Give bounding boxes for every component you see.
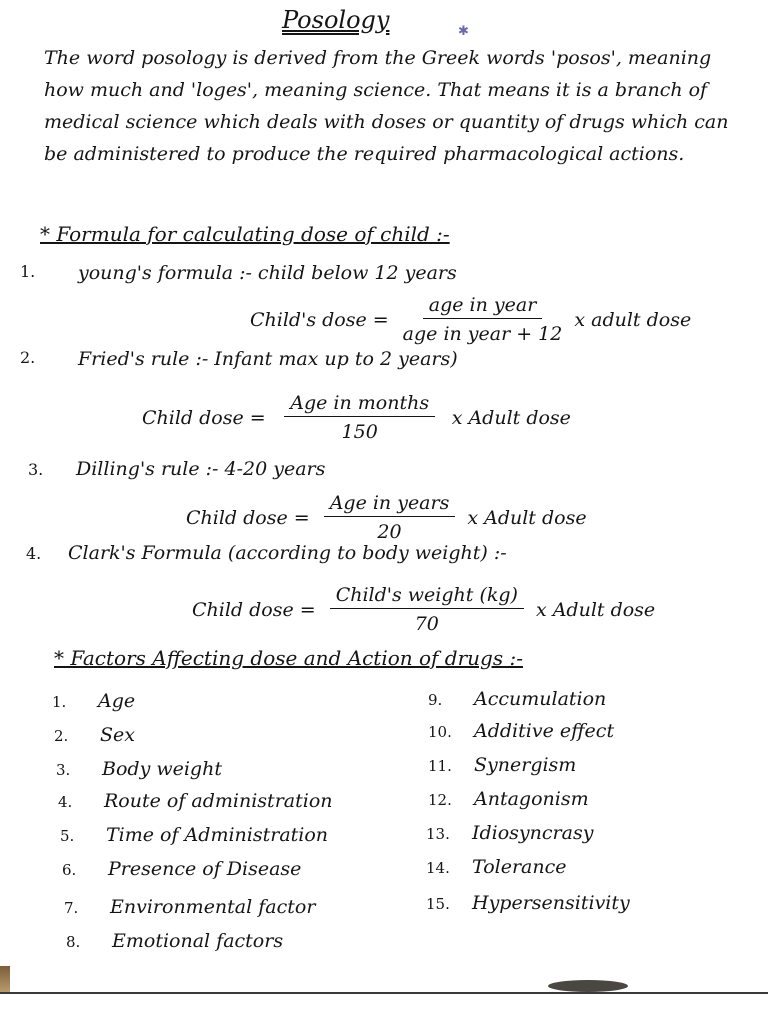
factor-number: 13. — [426, 825, 450, 843]
factor-text: Environmental factor — [110, 896, 316, 918]
fraction — [280, 392, 440, 443]
factor-text: Synergism — [474, 754, 577, 776]
factor-item — [52, 690, 135, 712]
factor-text: Idiosyncrasy — [472, 822, 594, 844]
factor-item — [56, 758, 222, 780]
factor-item — [428, 754, 576, 776]
fraction-denominator: 70 — [414, 613, 439, 635]
page-title: Posology — [282, 6, 390, 34]
factor-item — [62, 858, 301, 880]
formula-equation — [142, 392, 571, 443]
factor-item — [428, 688, 606, 710]
formula-title: young's formula :- child below 12 years — [78, 262, 457, 284]
factor-text: Tolerance — [472, 856, 567, 878]
formula-rhs: x Adult dose — [535, 598, 656, 621]
page-bottom-edge — [0, 992, 768, 994]
factor-number: 15. — [426, 895, 450, 913]
factor-number: 1. — [52, 693, 67, 711]
factor-number: 12. — [428, 791, 452, 809]
factor-number: 6. — [62, 861, 77, 879]
formula-title: Dilling's rule :- 4-20 years — [76, 458, 326, 480]
factor-text: Hypersensitivity — [472, 892, 630, 914]
formula-equation — [186, 492, 587, 543]
fraction — [403, 294, 563, 345]
formula-equation — [250, 294, 691, 345]
formula-lhs: Child dose = — [142, 406, 266, 429]
factor-number: 8. — [66, 933, 81, 951]
factor-item — [66, 930, 283, 952]
formula-lhs: Child dose = — [192, 598, 316, 621]
fraction-denominator: 20 — [377, 521, 402, 543]
fraction-numerator: Child's weight (kg) — [330, 584, 524, 609]
formula-equation — [192, 584, 655, 635]
factor-text: Time of Administration — [106, 824, 329, 846]
factor-number: 14. — [426, 859, 450, 877]
factor-item — [60, 824, 328, 846]
star-mark-icon: ✱ — [458, 24, 469, 39]
factor-number: 5. — [60, 827, 75, 845]
factor-text: Accumulation — [474, 688, 607, 710]
formula-rhs: x adult dose — [574, 308, 692, 331]
formula-number: 2. — [20, 348, 36, 367]
factor-item — [426, 892, 630, 914]
fraction-numerator: Age in months — [284, 392, 435, 417]
formula-number: 3. — [28, 460, 44, 479]
formula-number: 1. — [20, 262, 36, 281]
factor-text: Additive effect — [474, 720, 615, 742]
factor-number: 10. — [428, 723, 452, 741]
paper-edge-stain — [0, 966, 10, 992]
formula-number: 4. — [26, 544, 42, 563]
intro-paragraph: The word posology is derived from the Greek words 'posos', meaning how much and 'loges', meaning science. That means it is a branch of medical science which deals with doses or quantity of drugs which can be administered to produce the required pharmacological actions. — [44, 47, 729, 165]
factor-item — [64, 896, 315, 918]
factor-text: Sex — [100, 724, 135, 746]
factor-number: 7. — [64, 899, 79, 917]
ink-smudge — [548, 980, 628, 992]
formula-lhs: Child's dose = — [250, 308, 389, 331]
fraction-numerator: age in year — [423, 294, 543, 319]
fraction-denominator: 150 — [341, 421, 378, 443]
formula-title: Clark's Formula (according to body weight) :- — [68, 542, 507, 564]
factor-item — [54, 724, 135, 746]
factor-item — [58, 790, 333, 812]
factor-item — [426, 856, 567, 878]
factor-text: Route of administration — [104, 790, 333, 812]
factor-number: 11. — [428, 757, 452, 775]
formula-lhs: Child dose = — [186, 506, 310, 529]
fraction-numerator: Age in years — [324, 492, 456, 517]
fraction — [324, 492, 456, 543]
factors-heading: * Factors Affecting dose and Action of drugs :- — [54, 646, 523, 670]
factor-text: Presence of Disease — [108, 858, 302, 880]
factor-text: Age — [98, 690, 136, 712]
factor-number: 2. — [54, 727, 69, 745]
factor-item — [428, 788, 589, 810]
factor-text: Body weight — [102, 758, 222, 780]
factor-number: 9. — [428, 691, 443, 709]
fraction — [330, 584, 524, 635]
factor-number: 4. — [58, 793, 73, 811]
fraction-denominator: age in year + 12 — [402, 323, 563, 345]
factor-text: Emotional factors — [112, 930, 284, 952]
factor-text: Antagonism — [474, 788, 589, 810]
formula-rhs: x Adult dose — [451, 406, 571, 429]
formula-rhs: x Adult dose — [467, 506, 587, 529]
factor-item — [428, 720, 614, 742]
formula-title: Fried's rule :- Infant max up to 2 years) — [78, 348, 458, 370]
formula-heading: * Formula for calculating dose of child :- — [40, 222, 450, 246]
factor-number: 3. — [56, 761, 71, 779]
factor-item — [426, 822, 593, 844]
